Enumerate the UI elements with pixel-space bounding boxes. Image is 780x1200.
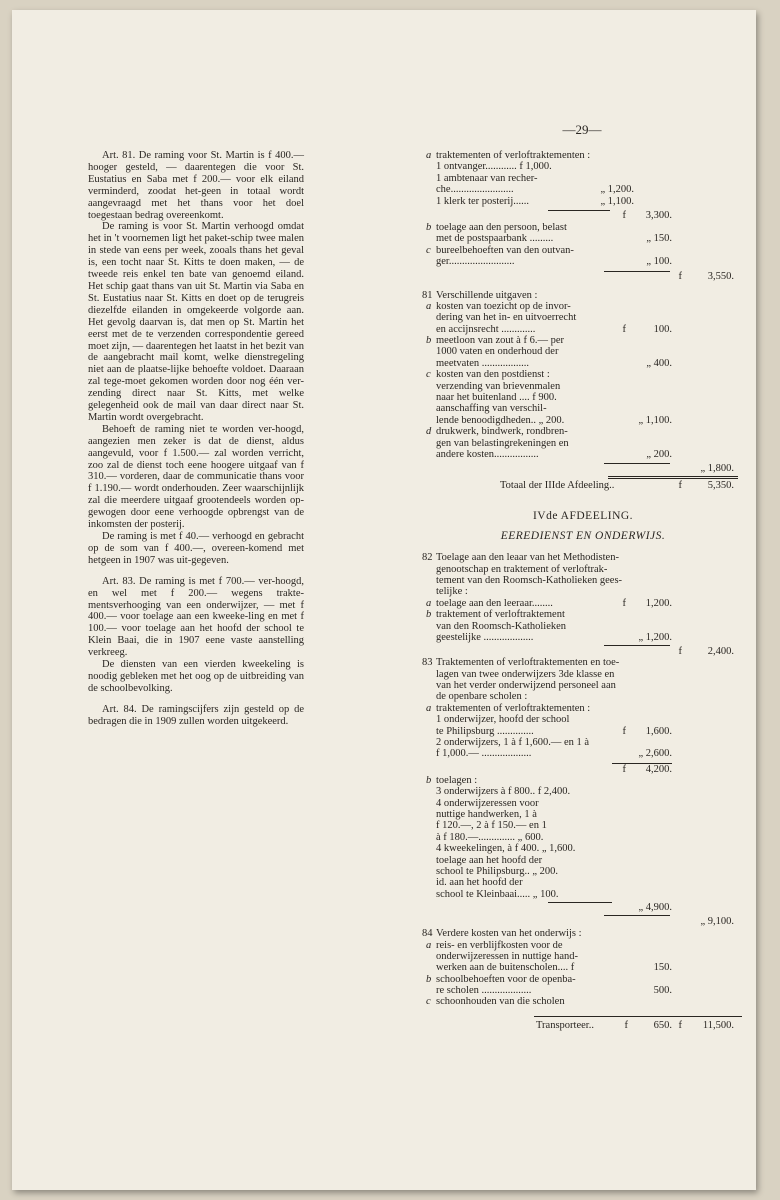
rule (534, 1016, 742, 1017)
rule (548, 902, 612, 903)
total-third-section: 5,350. (707, 480, 734, 492)
left-column (88, 150, 304, 728)
rule (604, 645, 670, 646)
rule (604, 463, 670, 464)
section-subheading: EEREDIENST EN ONDERWIJS. (500, 529, 666, 542)
double-rule (608, 476, 738, 479)
page-number: —29— (562, 122, 602, 137)
art81-paragraph-1: Art. 81. De raming voor St. Martin is f 400.— hooger gesteld, — daarentegen die voor St. Eustatius en Saba met f 200.— voor elk eiland verminderd, zoodat het-geen in totaal wordt aangevraagd met het thans voor het doel toegestaan bedrag overeenkomt. (88, 150, 304, 221)
s80-a-head: traktementen of verloftraktementen : (436, 150, 591, 161)
rule (604, 271, 670, 272)
art81-paragraph-3: Behoeft de raming niet te worden ver-hoogd, aangezien men zeker is dat de dienst, aldus aangevuld, voor f 1.500.— zal worden verricht, zoo zal de dienst toch eene hoogere uitgaaf van f 310.— vorderen, daar de communicatie thans voor f 1.190.— wordt onderhouden. Zeer waarschijnlijk zal die meerdere uitgaaf grootendeels worden op-gewogen door eene verhoogde opbrengst van de inkomsten der posterij. (88, 423, 304, 531)
art83-paragraph-2: De diensten van een vierden kweekeling is noodig gebleken met het oog op de uitbreiding van de schoolbevolking. (88, 659, 304, 694)
article-84-block: 84 Verdere kosten van het onderwijs : a reis- en verblijfkosten voor de onderwijzeressen in nuttige hand- werken aan de buitenscholen.... f 150. b schoolbehoeften voor de openba- re scholen ................... 500. c schoonhouden van die scholen Transporteer.. f 650. f 11,500. (422, 928, 744, 1032)
rule (548, 210, 610, 211)
transport-row: Transporteer.. f 650. f 11,500. (422, 1016, 744, 1032)
total-third-section-label: Totaal der IIIde Afdeeling.. (500, 480, 615, 492)
right-column (422, 150, 744, 1032)
art81-paragraph-2: De raming is voor St. Martin verhoogd omdat het in 't voornemen ligt het paket-schip twee malen in stede van eens per week, zooals thans het geval is, een tocht naar St. Kitts te doen maken, — de tweede reis enkel ten bate van genoemd eiland. Het schip gaat thans van uit St. Martin via Saba en St. Eustatius naar St. Kitts en doet op de terugreis diezelfde eilanden in omgekeerde volgorde aan. Het gevolg daarvan is, dat men op St. Martin het eerst met de te verzenden correspondentie gereed moet zijn, — daarentegen het laatst in het bezit van de aangebracht mail komt, welke dienstregeling niet aan de plaatse-lijke behoefte voldoet. Daaraan zal tege-moet gekomen worden door nog één ver-zending direct naar St. Kitts, met welke gelegenheid ook de mail van daar direct naar St. Martin wordt overgebracht. (88, 221, 304, 423)
document-page (12, 10, 756, 1190)
transport-total: 11,500. (702, 1019, 734, 1031)
art83-paragraph-1: Art. 83. De raming is met f 700.— ver-hoogd, en wel met f 200.— wegens trakte-mentsverhooging van een onderwijzer, — met f 400.— voor toelage aan een kweeke-ling en met f 100.— voor toelage aan het hoofd der school te Klein Baai, die in 1907 eene vaste aanstelling verkreeg. (88, 575, 304, 659)
art81-paragraph-4: De raming is met f 40.— verhoogd en gebracht op de som van f 400.—, overeen-komend met hetgeen in 1907 was uit-gegeven. (88, 531, 304, 566)
article-80-block: a traktementen of verloftraktementen : 1 ontvanger............ f 1,000. 1 ambtenaar van recher- che........................ „ 1,200. 1 klerk ter posterij...... „ 1,100. f 3,300. b toelage aan den persoon, belast met de postspaarbank ......... „ 150. c bureelbehoeften van den outvan- ger......................... „ 100. f 3,550. (426, 150, 734, 282)
article-81-block: 81 Verschillende uitgaven : a kosten van toezicht op de invor- dering van het in- en uitvoerrecht en accijnsrecht ............. f 100. b meetloon van zout à f 6.— per 1000 vaten en onderhoud der meetvaten .................. „ 400. c kosten van den postdienst : verzending van brievenmalen naar het buitenland .... f 900. aanschaffing van verschil- lende benoodigdheden.. „ 200. „ 1,100. d drukwerk, bindwerk, rondbren- gen van belastingrekeningen en andere kosten................. „ 200. „ 1,800. Totaal der IIIde Afdeeling.. f 5,350. (422, 290, 744, 492)
section-heading: IVde AFDEELING. (532, 510, 634, 523)
article-82-block: 82 Toelage aan den leaar van het Methodisten- genootschap en traktement of verloftrak- tement van den Roomsch-Katholieken gees- telijke : a toelage aan den leeraar........ f 1,200. b traktement of verloftraktement van den Roomsch-Katholieken geestelijke ................... „ 1,200. f 2,400. (422, 552, 734, 658)
art84-paragraph-1: Art. 84. De ramingscijfers zijn gesteld op de bedragen die in 1909 zullen worden uitgekeerd. (88, 703, 304, 727)
transport-label: Transporteer.. (536, 1019, 594, 1031)
rule (604, 915, 670, 916)
article-83-block: 83 Traktementen of verloftraktementen en toe- lagen van twee onderwijzers 3de klasse en van het verder onderwijzend personeel aan de openbare scholen : a traktementen of verloftraktementen : 1 onderwijzer, hoofd der school te Philipsburg .............. f 1,600. 2 onderwijzers, 1 à f 1,600.— en 1 à f 1,000.— ................... „ 2,600. f 4,200. b toelagen : 3 onderwijzers à f 800.. f 2,400. 4 onderwijzeressen voor nuttige handwerken, 1 à f 120.—, 2 à f 150.— en 1 à f 180.—.............. „ 600. 4 kweekelingen, à f 400. „ 1,600. toelage aan het hoofd der school te Philipsburg.. „ 200. id. aan het hoofd der school te Kleinbaai..... „ 100. „ 4,900. „ 9,100. (422, 657, 734, 928)
